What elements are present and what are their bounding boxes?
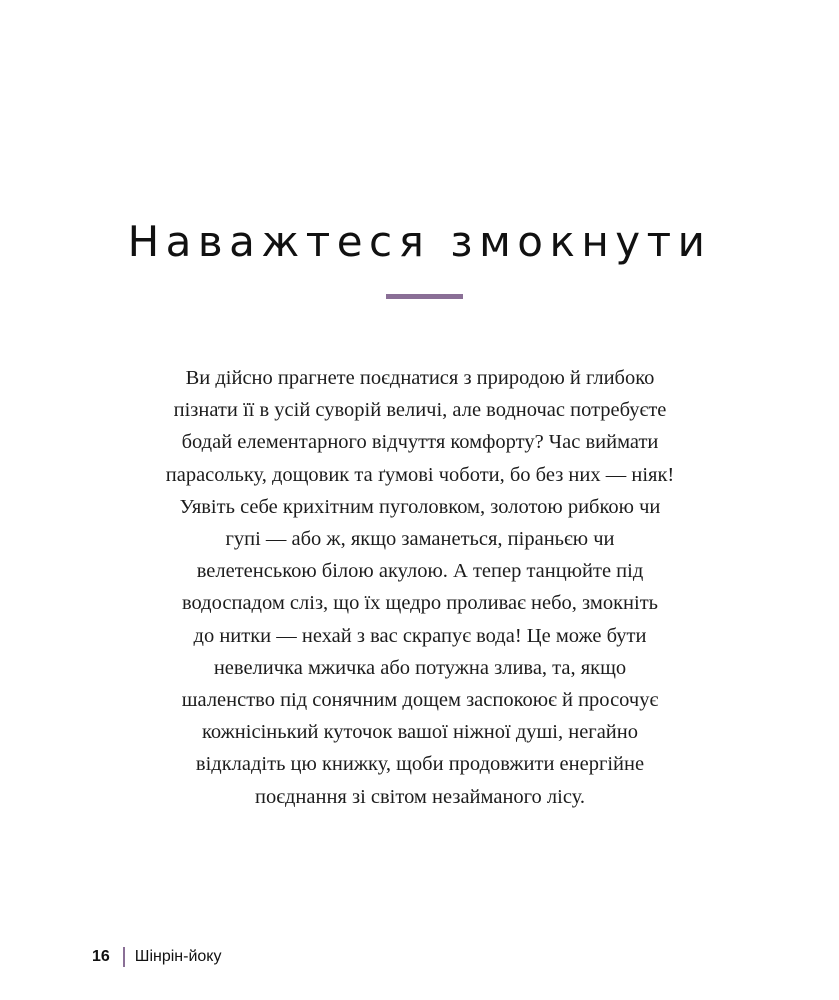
title-divider: [386, 294, 463, 299]
page-number: 16: [92, 948, 110, 965]
body-line: Ви дійсно прагнете поєднатися з природою й глибоко: [185, 367, 655, 389]
body-line: бодай елементарного відчуття комфорту? Час виймати: [181, 431, 659, 454]
body-line: Уявіть себе крихітним пуголовком, золотою рибкою чи: [179, 495, 661, 518]
body-line: шаленство під сонячним дощем заспокоює й просочує: [181, 689, 659, 712]
page-title: Наважтеся змокнути: [127, 217, 712, 267]
body-line: пізнати її в усій суворій величі, але водночас потребуєте: [173, 399, 667, 422]
footer-separator: [123, 947, 125, 967]
running-book-title: Шінрін-йоку: [134, 948, 222, 965]
body-line: водоспадом сліз, що їх щедро проливає небо, змокніть: [181, 592, 658, 615]
body-line: поєднання зі світом незайманого лісу.: [254, 785, 586, 808]
body-line: велетенською білою акулою. А тепер танцюйте під: [196, 560, 644, 583]
body-paragraph: [130, 362, 710, 813]
body-line: до нитки — нехай з вас скрапує вода! Це може бути: [193, 624, 647, 647]
body-line: відкладіть цю книжку, щоби продовжити енергійне: [195, 753, 645, 776]
body-line: гупі — або ж, якщо заманеться, піраньєю чи: [225, 528, 615, 551]
body-line: парасольку, дощовик та ґумові чоботи, бо без них — ніяк!: [165, 463, 675, 486]
page-footer: [92, 944, 221, 970]
body-line: невеличка мжичка або потужна злива, та, якщо: [213, 656, 627, 679]
body-line: кожнісінький куточок вашої ніжної душі, негайно: [201, 721, 638, 744]
